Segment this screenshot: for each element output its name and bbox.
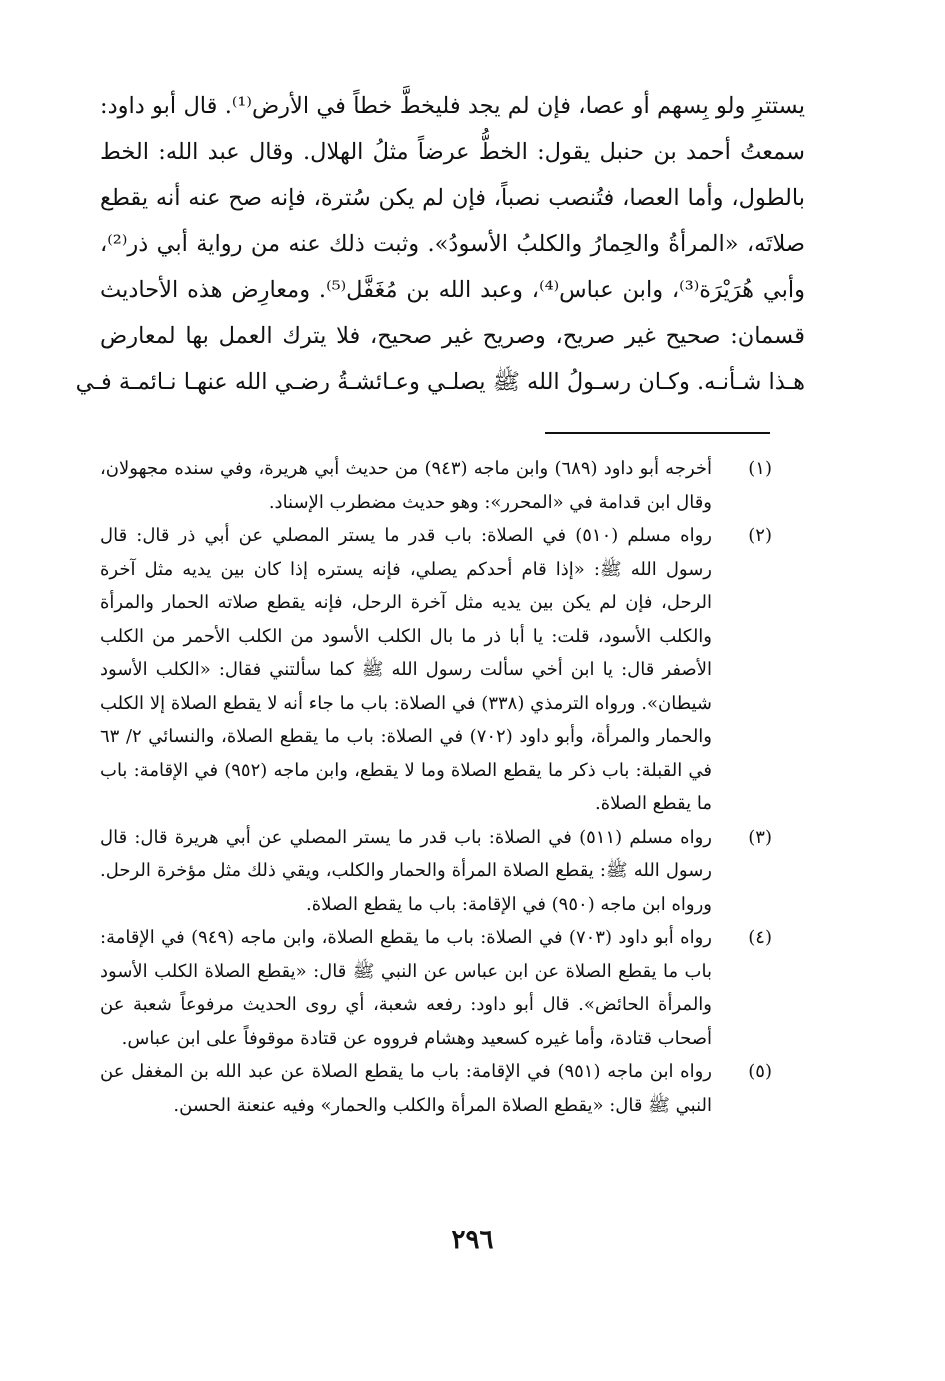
main-text-line: سمعتُ أحمد بن حنبل يقول: الخطُّ عرضاً مثلُ الهلال. وقال عبد الله: الخط — [100, 139, 805, 165]
footnote-text: رواه ابن ماجه (٩٥١) في الإقامة: باب ما يقطع الصلاة عن عبد الله بن المغفل عن النبي ﷺ قال: «يقطع الصلاة المرأة والكلب والحمار» وفيه عنعنة الحسن. — [100, 1061, 712, 1116]
main-text-line: هـذا شـأنـه. وكـان رسـولُ الله ﷺ يصلـي وعـائشـةُ رضـي الله عنهـا نـائمـة فـي — [75, 369, 805, 395]
footnote-separator — [545, 432, 770, 434]
footnote-number: (٤) — [748, 927, 772, 948]
footnote-text: رواه مسلم (٥١٠) في الصلاة: باب قدر ما يستر المصلي عن أبي ذر قال: قال رسول الله ﷺ: «إذا قام أحدكم يصلي، فإنه يستره إذا كان بين يديه مثل آخرة الرحل، فإن لم يكن بين يديه مثل آخرة الرحل، فإنه يقطع صلاته الحمار والمرأة والكلب الأسود، قلت: يا أبا ذر ما بال الكلب الأسود من الكلب الأحمر من الكلب الأصفر قال: يا ابن أخي سألت رسول الله ﷺ كما سألتني فقال: «الكلب الأسود شيطان». ورواه الترمذي (٣٣٨) في الصلاة: باب ما جاء أنه لا يقطع الصلاة إلا الكلب والحمار والمرأة، وأبو داود (٧٠٢) في الصلاة: باب ما يقطع الصلاة، والنسائي ٢/ ٦٣ في القبلة: باب ذكر ما يقطع الصلاة وما لا يقطع، وابن ماجه (٩٥٢) في الإقامة: باب ما يقطع الصلاة. — [100, 525, 712, 814]
footnote-5 — [100, 1055, 772, 1122]
footnote-number: (٥) — [748, 1061, 772, 1082]
footnote-number: (٢) — [748, 525, 772, 546]
main-text-line: وأبي هُرَيْرَة⁽³⁾، وابن عباس⁽⁴⁾، وعبد الله بن مُغَفَّل⁽⁵⁾. ومعارِض هذه الأحاديث — [100, 277, 805, 303]
page-number: ٢٩٦ — [451, 1225, 494, 1255]
main-text-line: صلاتَه، «المرأةُ والحِمارُ والكلبُ الأسودُ». وثبت ذلك عنه من رواية أبي ذر⁽²⁾، — [100, 231, 805, 257]
footnote-2 — [100, 519, 772, 821]
footnote-3 — [100, 821, 772, 922]
footnote-number: (٣) — [748, 826, 772, 848]
footnote-4 — [100, 921, 772, 1055]
main-text-line: يستترِ ولو بِسهم أو عصا، فإن لم يجد فليخطَّ خطاً في الأرض⁽¹⁾. قال أبو داود: — [100, 93, 805, 119]
main-text-line: قسمان: صحيح غير صريح، وصريح غير صحيح، فلا يترك العمل بها لمعارض — [100, 323, 805, 349]
footnote-number: (١) — [748, 458, 772, 479]
main-text-line: بالطول، وأما العصا، فتُنصب نصباً، فإن لم يكن سُترة، فإنه صح عنه أنه يقطع — [100, 185, 805, 211]
footnote-text: أخرجه أبو داود (٦٨٩) وابن ماجه (٩٤٣) من حديث أبي هريرة، وفي سنده مجهولان، وقال ابن قدامة في «المحرر»: وهو حديث مضطرب الإسناد. — [100, 458, 712, 513]
main-text-block — [75, 83, 805, 405]
footnotes-block — [100, 452, 772, 1122]
footnote-text: رواه مسلم (٥١١) في الصلاة: باب قدر ما يستر المصلي عن أبي هريرة قال: قال رسول الله ﷺ: يقطع الصلاة المرأة والحمار والكلب، ويقي ذلك مثل مؤخرة الرحل. ورواه ابن ماجه (٩٥٠) في الإقامة: باب ما يقطع الصلاة. — [100, 826, 713, 915]
footnote-1 — [100, 452, 772, 519]
footnote-text: رواه أبو داود (٧٠٣) في الصلاة: باب ما يقطع الصلاة، وابن ماجه (٩٤٩) في الإقامة: باب ما يقطع الصلاة عن ابن عباس عن النبي ﷺ قال: «يقطع الصلاة الكلب الأسود والمرأة الحائض». قال أبو داود: رفعه شعبة، أي روى الحديث مرفوعاً شعبة عن أصحاب قتادة، وأما غيره كسعيد وهشام فرووه عن قتادة موقوفاً على ابن عباس. — [100, 927, 712, 1049]
